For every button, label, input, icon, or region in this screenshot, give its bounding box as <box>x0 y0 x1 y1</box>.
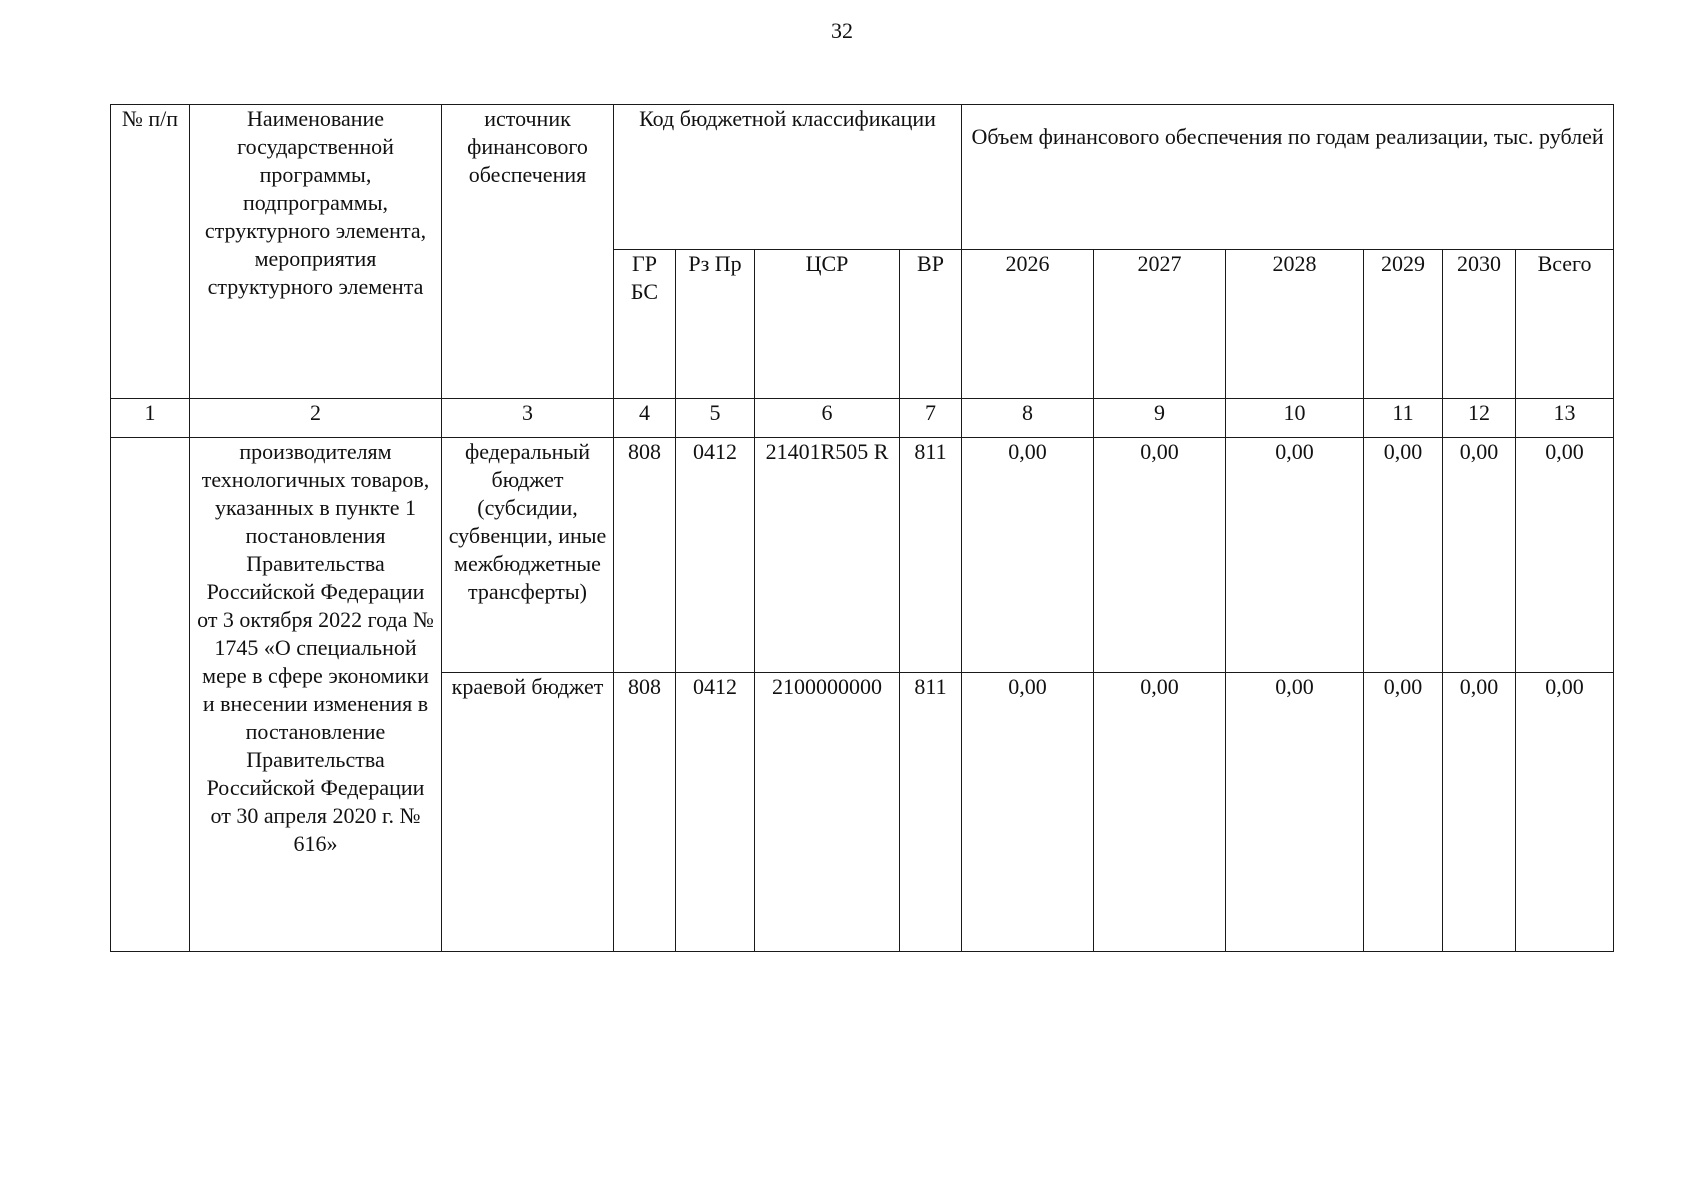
value-2027-cell: 0,00 <box>1094 438 1226 673</box>
header-rzpr: Рз Пр <box>676 250 755 399</box>
column-number: 4 <box>614 399 676 438</box>
budget-table <box>110 104 1614 952</box>
value-2027-cell: 0,00 <box>1094 673 1226 952</box>
header-name: Наименование государственной программы, подпрограммы, структурного элемента, мероприятия структурного элемента <box>190 105 442 399</box>
page-number: 32 <box>831 18 853 43</box>
header-volume-group: Объем финансового обеспечения по годам реализации, тыс. рублей <box>962 105 1614 250</box>
header-code-group: Код бюджетной классификации <box>614 105 962 250</box>
column-number: 8 <box>962 399 1094 438</box>
csr-cell: 21401R505 R <box>755 438 900 673</box>
grbs-cell: 808 <box>614 438 676 673</box>
header-source: источник финансового обеспечения <box>442 105 614 399</box>
header-year-2028: 2028 <box>1226 250 1364 399</box>
header-csr: ЦСР <box>755 250 900 399</box>
column-number: 5 <box>676 399 755 438</box>
header-num: № п/п <box>111 105 190 399</box>
value-2029-cell: 0,00 <box>1364 673 1443 952</box>
column-number: 10 <box>1226 399 1364 438</box>
source-cell: федеральный бюджет (субсидии, субвенции, иные межбюджетные трансферты) <box>442 438 614 673</box>
header-grbs: ГР БС <box>614 250 676 399</box>
header-year-2026: 2026 <box>962 250 1094 399</box>
column-number: 1 <box>111 399 190 438</box>
header-vr: ВР <box>900 250 962 399</box>
value-2028-cell: 0,00 <box>1226 673 1364 952</box>
rzpr-cell: 0412 <box>676 438 755 673</box>
source-cell: краевой бюджет <box>442 673 614 952</box>
column-number: 6 <box>755 399 900 438</box>
column-number: 11 <box>1364 399 1443 438</box>
value-2026-cell: 0,00 <box>962 673 1094 952</box>
rzpr-cell: 0412 <box>676 673 755 952</box>
column-number: 3 <box>442 399 614 438</box>
column-number: 2 <box>190 399 442 438</box>
row-num-cell <box>111 438 190 952</box>
header-year-2030: 2030 <box>1443 250 1516 399</box>
table-row <box>111 438 1614 673</box>
value-total-cell: 0,00 <box>1516 438 1614 673</box>
csr-cell: 2100000000 <box>755 673 900 952</box>
header-total: Всего <box>1516 250 1614 399</box>
value-2030-cell: 0,00 <box>1443 673 1516 952</box>
value-2030-cell: 0,00 <box>1443 438 1516 673</box>
header-year-2027: 2027 <box>1094 250 1226 399</box>
vr-cell: 811 <box>900 673 962 952</box>
activity-name-cell: производителям технологичных товаров, указанных в пункте 1 постановления Правительства Российской Федерации от 3 октября 2022 года № 1745 «О специальной мере в сфере экономики и внесении изменения в постановление Правительства Российской Федерации от 30 апреля 2020 г. № 616» <box>190 438 442 952</box>
column-number: 9 <box>1094 399 1226 438</box>
value-2029-cell: 0,00 <box>1364 438 1443 673</box>
column-number: 13 <box>1516 399 1614 438</box>
value-2026-cell: 0,00 <box>962 438 1094 673</box>
value-2028-cell: 0,00 <box>1226 438 1364 673</box>
header-year-2029: 2029 <box>1364 250 1443 399</box>
column-numbers-row <box>111 399 1614 438</box>
column-number: 7 <box>900 399 962 438</box>
header-row-top <box>111 105 1614 250</box>
grbs-cell: 808 <box>614 673 676 952</box>
value-total-cell: 0,00 <box>1516 673 1614 952</box>
vr-cell: 811 <box>900 438 962 673</box>
column-number: 12 <box>1443 399 1516 438</box>
